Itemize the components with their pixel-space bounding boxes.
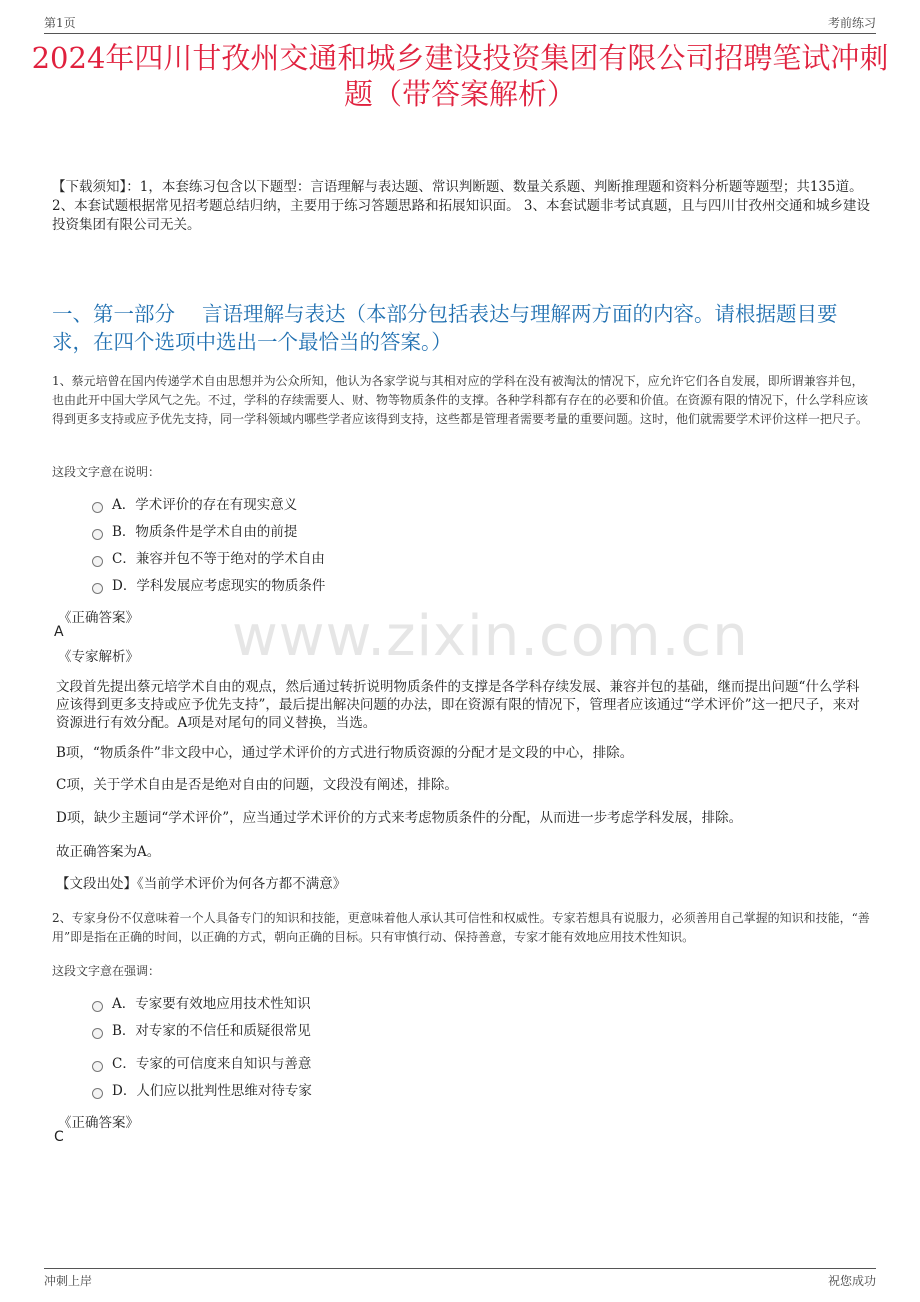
watermark: www.zixin.com.cn [232, 604, 749, 669]
header-divider [44, 33, 876, 34]
question-1-option-b[interactable] [92, 522, 297, 542]
source-citation: 【文段出处】《当前学术评价为何各方都不满意》 [56, 876, 347, 892]
option-label: D．人们应以批判性思维对待专家 [112, 1083, 312, 1099]
radio-icon[interactable] [92, 1028, 103, 1039]
analysis-label: 《专家解析》 [58, 649, 139, 665]
question-2-text: 2、专家身份不仅意味着一个人具备专门的知识和技能，更意味着他人承认其可信性和权威性。专家若想具有说服力，必须善用自己掌握的知识和技能，“善用”即是指在正确的时间，以正确的方式，朝向正确的目标。只有审慎行动、保持善意，专家才能有效地应用技术性知识。 [52, 911, 870, 944]
analysis-paragraph: B项，“物质条件”非文段中心，通过学术评价的方式进行物质资源的分配才是文段的中心，排除。 [56, 745, 634, 761]
footer-divider [44, 1268, 876, 1269]
question-1-option-d[interactable] [92, 576, 325, 596]
question-1-option-c[interactable] [92, 549, 325, 569]
answer-value: A [54, 624, 64, 640]
analysis-conclusion: 故正确答案为A。 [56, 844, 161, 860]
header-label: 考前练习 [827, 16, 876, 30]
radio-icon[interactable] [92, 1061, 103, 1072]
analysis-paragraph: D项，缺少主题词“学术评价”，应当通过学术评价的方式来考虑物质条件的分配，从而进一步考虑学科发展，排除。 [56, 810, 743, 826]
question-1-text: 1、蔡元培曾在国内传递学术自由思想并为公众所知，他认为各家学说与其相对应的学科在没有被淘汰的情况下，应允许它们各自发展，即所谓兼容并包，也由此开中国大学风气之先。不过，学科的存续需要人、财、物等物质条件的支撑。各种学科都有存在的必要和价值。在资源有限的情况下，什么学科应该得到更多支持或应予优先支持，同一学科领域内哪些学者应该得到支持，这些都是管理者需要考量的重要问题。这时，他们就需要学术评价这样一把尺子。 [52, 374, 869, 426]
radio-icon[interactable] [92, 529, 103, 540]
option-label: A．专家要有效地应用技术性知识 [112, 996, 311, 1012]
question-2-option-d[interactable] [92, 1081, 312, 1101]
radio-icon[interactable] [92, 502, 103, 513]
radio-icon[interactable] [92, 583, 103, 594]
question-2-option-b[interactable] [92, 1021, 311, 1041]
radio-icon[interactable] [92, 1001, 103, 1012]
answer-value: C [54, 1129, 64, 1145]
question-2-prompt: 这段文字意在强调： [52, 964, 161, 978]
answer-label: 《正确答案》 [58, 1115, 139, 1131]
question-1-option-a[interactable] [92, 495, 297, 515]
option-label: A．学术评价的存在有现实意义 [112, 497, 298, 513]
option-label: C．兼容并包不等于绝对的学术自由 [112, 551, 325, 567]
download-notice: 【下载须知】：1，本套练习包含以下题型：言语理解与表达题、常识判断题、数量关系题、判断推理题和资料分析题等题型；共135道。 2、本套试题根据常见招考题总结归纳，主要用于练习答题思路和拓展知识面。 3、本套试题非考试真题，且与四川甘孜州交通和城乡建设投资集团有限公司无关。 [52, 179, 870, 233]
footer-right: 祝您成功 [827, 1274, 876, 1288]
radio-icon[interactable] [92, 1088, 103, 1099]
radio-icon[interactable] [92, 556, 103, 567]
footer-left: 冲刺上岸 [44, 1274, 93, 1288]
document-title: 2024年四川甘孜州交通和城乡建设投资集团有限公司招聘笔试冲刺题（带答案解析） [31, 41, 889, 111]
option-label: B．对专家的不信任和质疑很常见 [112, 1023, 311, 1039]
option-label: B．物质条件是学术自由的前提 [112, 524, 298, 540]
question-1-prompt: 这段文字意在说明： [52, 465, 161, 479]
option-label: D．学科发展应考虑现实的物质条件 [112, 578, 326, 594]
option-label: C．专家的可信度来自知识与善意 [112, 1056, 312, 1072]
page-number: 第1页 [44, 16, 76, 30]
analysis-paragraph: C项，关于学术自由是否是绝对自由的问题，文段没有阐述，排除。 [56, 777, 458, 793]
question-2-option-c[interactable] [92, 1054, 311, 1074]
section-heading: 一、第一部分 言语理解与表达（本部分包括表达与理解两方面的内容。请根据题目要求，在四个选项中选出一个最恰当的答案。） [52, 302, 838, 354]
analysis-paragraph: 文段首先提出蔡元培学术自由的观点，然后通过转折说明物质条件的支撑是各学科存续发展、兼容并包的基础，继而提出问题“什么学科应该得到更多支持或应予优先支持”，最后提出解决问题的办法，即在资源有限的情况下，管理者应该通过“学术评价”这一把尺子，来对资源进行有效分配。A项是对尾句的同义替换，当选。 [56, 679, 860, 731]
question-2-option-a[interactable] [92, 994, 311, 1014]
answer-label: 《正确答案》 [58, 610, 139, 626]
